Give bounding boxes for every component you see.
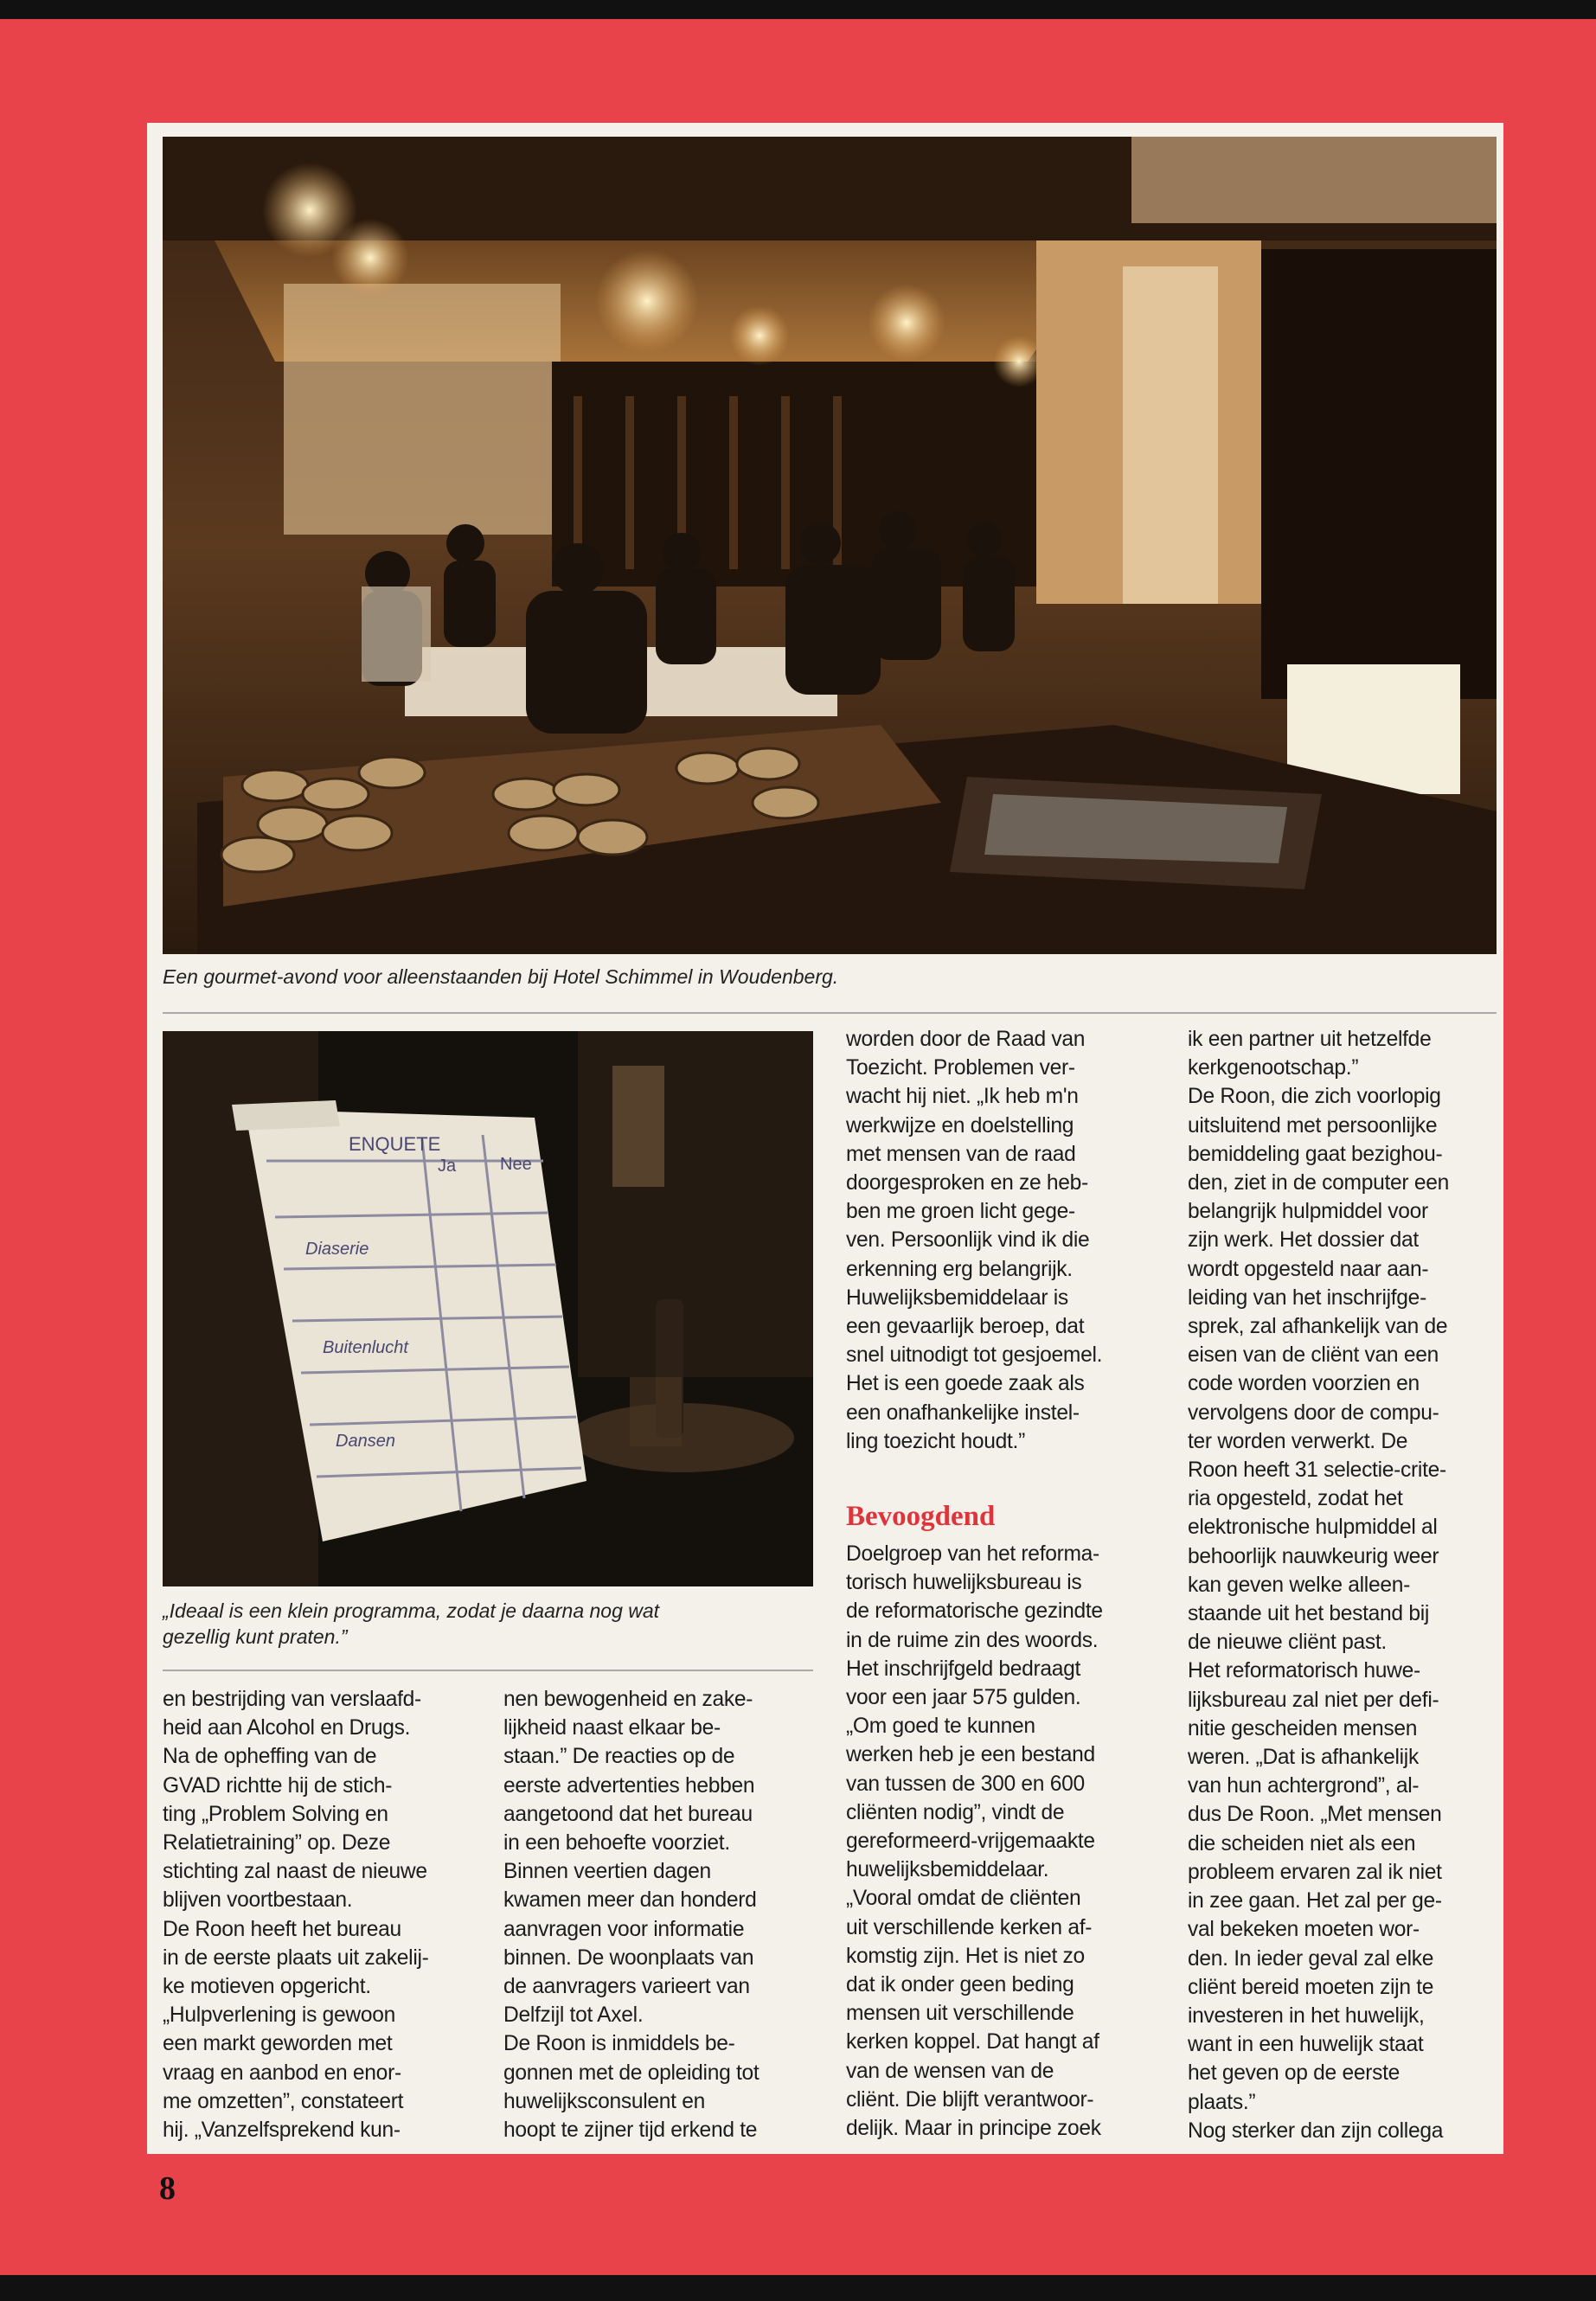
text-line: aanvragen voor informatie (503, 1917, 745, 1941)
flipchart-col-ja: Ja (438, 1157, 457, 1176)
text-line: hij. „Vanzelfsprekend kun- (163, 2118, 401, 2143)
text-line: staan.” De reacties op de (503, 1745, 735, 1769)
text-line: val bekeken moeten wor- (1188, 1918, 1420, 1942)
text-line: uit verschillende kerken af- (846, 1915, 1093, 1939)
text-line: dat ik onder geen beding (846, 1973, 1074, 1997)
text-line: snel uitnodigt tot gesjoemel. (846, 1343, 1103, 1368)
flipchart-item-dansen: Dansen (336, 1432, 395, 1451)
text-line: ven. Persoonlijk vind ik die (846, 1228, 1090, 1253)
text-line: cliënt bereid moeten zijn te (1188, 1975, 1434, 1999)
text-line: vraag en aanbod en enor- (163, 2061, 401, 2085)
text-line: elektronische hulpmiddel al (1188, 1516, 1438, 1540)
text-line: leiding van het inschrijfge- (1188, 1285, 1426, 1310)
text-line: Toezicht. Problemen ver- (846, 1056, 1075, 1080)
photo2-caption-line-2: gezellig kunt praten.” (163, 1625, 348, 1648)
restaurant-photo (163, 137, 1497, 954)
text-line: belangrijk hulpmiddel voor (1188, 1200, 1428, 1224)
text-line: nen bewogenheid en zake- (503, 1688, 753, 1711)
text-line: den. In ieder geval zal elke (1188, 1946, 1434, 1971)
text-line: mensen uit verschillende (846, 2002, 1074, 2026)
text-line: de aanvragers varieert van (503, 1975, 750, 1999)
text-line: Roon heeft 31 selectie-crite- (1188, 1458, 1446, 1483)
text-line: heid aan Alcohol en Drugs. (163, 1716, 411, 1740)
text-line: cliënt. Die blijft verantwoor- (846, 2087, 1094, 2112)
text-line: lijksbureau zal niet per defi- (1188, 1688, 1439, 1712)
flipchart-col-nee: Nee (500, 1155, 532, 1174)
text-line: stichting zal naast de nieuwe (163, 1860, 427, 1884)
text-line: werkwijze en doelstelling (846, 1113, 1074, 1138)
text-line: Binnen veertien dagen (503, 1860, 711, 1884)
text-line: de nieuwe cliënt past. (1188, 1631, 1387, 1655)
text-line: kwamen meer dan honderd (503, 1888, 757, 1913)
text-line: in de eerste plaats uit zakelij- (163, 1945, 429, 1970)
text-line: „Om goed te kunnen (846, 1715, 1035, 1739)
text-line: gereformeerd-vrijgemaakte (846, 1830, 1095, 1854)
enquete-photo (163, 1031, 813, 1586)
text-line: Na de opheffing van de (163, 1745, 377, 1769)
text-line: ter worden verwerkt. De (1188, 1429, 1408, 1453)
text-line: kan geven welke alleen- (1188, 1573, 1410, 1597)
text-line: kerkgenootschap.” (1188, 1056, 1359, 1080)
text-line: een onafhankelijke instel- (846, 1400, 1080, 1425)
text-line: Huwelijksbemiddelaar is (846, 1285, 1068, 1310)
text-line: investeren in het huwelijk, (1188, 2003, 1425, 2028)
text-line: voor een jaar 575 gulden. (846, 1686, 1081, 1710)
text-line: huwelijksconsulent en (503, 2089, 705, 2113)
text-line: en bestrijding van verslaafd- (163, 1688, 421, 1711)
text-line: vervolgens door de compu- (1188, 1400, 1439, 1425)
text-line: doorgesproken en ze heb- (846, 1171, 1088, 1195)
text-line: Delfzijl tot Axel. (503, 2003, 644, 2028)
text-line: GVAD richtte hij de stich- (163, 1773, 393, 1798)
text-column-3-top (846, 1025, 1166, 1456)
text-line: van hun achtergrond”, al- (1188, 1774, 1420, 1798)
text-line: ling toezicht houdt.” (846, 1429, 1025, 1453)
text-line: met mensen van de raad (846, 1142, 1076, 1166)
text-line: staande uit het bestand bij (1188, 1602, 1430, 1626)
text-column-2 (503, 1685, 815, 2144)
text-line: lijkheid naast elkaar be- (503, 1716, 721, 1740)
photo2-caption-line-1: „Ideaal is een klein programma, zodat je daarna nog wat (163, 1599, 660, 1622)
text-line: een markt geworden met (163, 2032, 393, 2056)
text-line: plaats.” (1188, 2090, 1256, 2114)
text-line: in de ruime zin des woords. (846, 1628, 1099, 1652)
text-line: probleem ervaren zal ik niet (1188, 1860, 1442, 1884)
text-line: „Vooral omdat de cliënten (846, 1887, 1081, 1911)
text-line: Het reformatorisch huwe- (1188, 1659, 1420, 1683)
text-line: zijn werk. Het dossier dat (1188, 1228, 1419, 1253)
text-line: code worden voorzien en (1188, 1372, 1420, 1396)
text-line: van de wensen van de (846, 2059, 1054, 2083)
text-line: Relatietraining” op. Deze (163, 1831, 391, 1856)
text-column-4 (1188, 1025, 1503, 2145)
text-line: „Hulpverlening is gewoon (163, 2003, 395, 2028)
text-line: bemiddeling gaat bezighou- (1188, 1142, 1443, 1166)
text-line: ik een partner uit hetzelfde (1188, 1028, 1432, 1051)
text-line: kerken koppel. Dat hangt af (846, 2030, 1099, 2054)
rule-mid (163, 1670, 813, 1671)
text-line: De Roon, die zich voorlopig (1188, 1085, 1441, 1109)
text-line: ben me groen licht gege- (846, 1200, 1075, 1224)
text-line: wacht hij niet. „Ik heb m'n (846, 1085, 1079, 1109)
text-line: sprek, zal afhankelijk van de (1188, 1315, 1448, 1339)
text-line: weren. „Dat is afhankelijk (1188, 1746, 1419, 1770)
text-line: Nog sterker dan zijn collega (1188, 2118, 1444, 2143)
text-column-3-bottom (846, 1540, 1166, 2143)
text-line: een gevaarlijk beroep, dat (846, 1315, 1085, 1339)
text-line: van tussen de 300 en 600 (846, 1772, 1085, 1796)
text-line: hoopt te zijner tijd erkend te (503, 2118, 758, 2143)
text-line: behoorlijk nauwkeurig weer (1188, 1544, 1439, 1568)
text-line: wordt opgesteld naar aan- (1188, 1257, 1429, 1281)
text-line: me omzetten”, constateert (163, 2089, 404, 2113)
text-line: komstig zijn. Het is niet zo (846, 1944, 1085, 1968)
page-number: 8 (159, 2170, 176, 2207)
text-line: in zee gaan. Het zal per ge- (1188, 1889, 1442, 1913)
text-line: het geven op de eerste (1188, 2061, 1400, 2086)
text-line: worden door de Raad van (846, 1028, 1086, 1051)
scan-border-bottom (0, 2275, 1596, 2301)
text-line: Doelgroep van het reforma- (846, 1542, 1099, 1566)
text-line: ke motieven opgericht. (163, 1975, 371, 1999)
text-line: ria opgesteld, zodat het (1188, 1487, 1403, 1511)
text-line: eerste advertenties hebben (503, 1773, 755, 1798)
text-line: De Roon heeft het bureau (163, 1917, 401, 1941)
text-line: de reformatorische gezindte (846, 1599, 1103, 1624)
flipchart-item-buitenlucht: Buitenlucht (323, 1338, 408, 1357)
text-line: aangetoond dat het bureau (503, 1802, 753, 1826)
text-line: want in een huwelijk staat (1188, 2033, 1424, 2057)
flipchart-item-diaserie: Diaserie (305, 1240, 369, 1259)
text-line: delijk. Maar in principe zoek (846, 2117, 1101, 2141)
photo1-caption: Een gourmet-avond voor alleenstaanden bij Hotel Schimmel in Woudenberg. (163, 965, 839, 988)
text-line: torisch huwelijksbureau is (846, 1571, 1082, 1595)
rule-top (163, 1012, 1497, 1014)
text-line: dus De Roon. „Met mensen (1188, 1803, 1442, 1827)
text-line: binnen. De woonplaats van (503, 1945, 754, 1970)
text-line: De Roon is inmiddels be- (503, 2032, 735, 2056)
text-line: blijven voortbestaan. (163, 1888, 353, 1913)
text-line: ting „Problem Solving en (163, 1802, 388, 1826)
section-heading: Bevoogdend (846, 1501, 996, 1532)
text-line: werken heb je een bestand (846, 1743, 1095, 1767)
text-line: eisen van de cliënt van een (1188, 1343, 1439, 1368)
text-line: huwelijksbemiddelaar. (846, 1858, 1049, 1882)
text-line: Het is een goede zaak als (846, 1372, 1085, 1396)
text-line: gonnen met de opleiding tot (503, 2061, 760, 2085)
text-line: erkenning erg belangrijk. (846, 1257, 1073, 1281)
text-line: den, ziet in de computer een (1188, 1171, 1449, 1195)
text-line: nitie gescheiden mensen (1188, 1716, 1418, 1740)
flipchart-title: ENQUETE (349, 1133, 441, 1155)
text-line: Het inschrijfgeld bedraagt (846, 1657, 1081, 1681)
text-line: cliënten nodig”, vindt de (846, 1800, 1065, 1824)
scan-border-top (0, 0, 1596, 19)
text-line: in een behoefte voorziet. (503, 1831, 730, 1856)
text-line: uitsluitend met persoonlijke (1188, 1113, 1438, 1138)
text-line: die scheiden niet als een (1188, 1831, 1416, 1856)
photo2-caption (163, 1598, 820, 1650)
text-column-1 (163, 1685, 474, 2144)
